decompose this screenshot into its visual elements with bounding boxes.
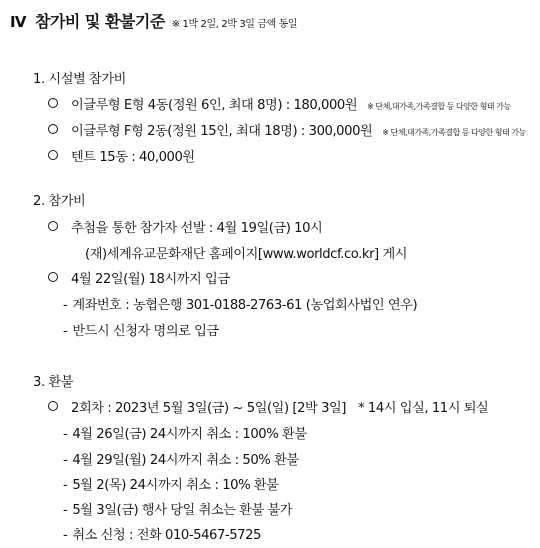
sub-item: [63, 524, 261, 543]
list-item: [48, 120, 526, 139]
list-item-text: 2회차 : 2023년 5월 3일(금) ~ 5일(일) [2박 3일]: [71, 401, 346, 416]
dash-bullet: -: [63, 298, 68, 313]
circle-bullet-icon: [48, 401, 58, 411]
circle-bullet-icon: [48, 98, 58, 108]
sub-item: [63, 499, 292, 518]
sub-item-text: 5월 3일(금) 행사 당일 취소는 환불 불가: [72, 503, 293, 518]
title-note: ※ 1박 2일, 2박 3일 금액 동일: [171, 19, 298, 30]
title-roman-numeral: Ⅳ: [10, 13, 27, 31]
sub-item: [63, 449, 299, 468]
list-item: [48, 217, 322, 236]
sub-item-text: 4월 26일(금) 24시까지 취소 : 100% 환불: [72, 427, 307, 442]
dash-bullet: -: [63, 453, 68, 468]
list-item-text: 이글루형 E형 4동(정원 6인, 최대 8명) : 180,000원: [71, 98, 358, 113]
circle-bullet-icon: [48, 150, 58, 160]
sub-item: [63, 474, 278, 493]
sub-item-text: 4월 29일(월) 24시까지 취소 : 50% 환불: [72, 453, 299, 468]
dash-bullet: -: [63, 427, 68, 442]
section-heading-facility-fees: 1. 시설별 참가비: [33, 72, 126, 87]
sub-item-text: 5월 2(목) 24시까지 취소 : 10% 환불: [72, 478, 279, 493]
list-item-note: ※ 단체,대가족,가족결합 등 다양한 형태 가능: [382, 128, 526, 137]
sub-item-text: 계좌번호 : 농협은행 301-0188-2763-61 (농업회사법인 연우): [72, 298, 418, 313]
circle-bullet-icon: [48, 124, 58, 134]
section-title: [10, 9, 297, 32]
sub-item-text: 취소 신청 : 전화 010-5467-5725: [72, 528, 261, 543]
sub-item: [63, 423, 307, 442]
circle-bullet-icon: [48, 221, 58, 231]
dash-bullet: -: [63, 478, 68, 493]
list-item-text: 4월 22일(월) 18시까지 입금: [71, 272, 230, 287]
dash-bullet: -: [63, 324, 68, 339]
circle-bullet-icon: [48, 272, 58, 282]
list-item: [48, 94, 511, 113]
section-heading-refund: 3. 환불: [33, 375, 74, 390]
list-item-text: 이글루형 F형 2동(정원 15인, 최대 18명) : 300,000원: [71, 124, 373, 139]
list-item-continuation: (재)세계유교문화재단 홈페이지[www.worldcf.co.kr] 게시: [85, 247, 408, 262]
list-item: [48, 397, 488, 416]
sub-item: [63, 320, 219, 339]
title-text: 참가비 및 환불기준: [34, 12, 165, 31]
section-heading-fee: 2. 참가비: [33, 194, 86, 209]
list-item: [48, 268, 230, 287]
sub-item-text: 반드시 신청자 명의로 입금: [72, 324, 219, 339]
list-item-extra: * 14시 입실, 11시 퇴실: [358, 401, 489, 416]
list-item: [48, 146, 195, 165]
sub-item: [63, 294, 417, 313]
dash-bullet: -: [63, 528, 68, 543]
dash-bullet: -: [63, 503, 68, 518]
list-item-text: 추첨을 통한 참가자 선발 : 4월 19일(금) 10시: [71, 221, 323, 236]
list-item-note: ※ 단체,대가족,가족결합 등 다양한 형태 가능: [367, 102, 511, 111]
list-item-text: 텐트 15동 : 40,000원: [71, 150, 195, 165]
